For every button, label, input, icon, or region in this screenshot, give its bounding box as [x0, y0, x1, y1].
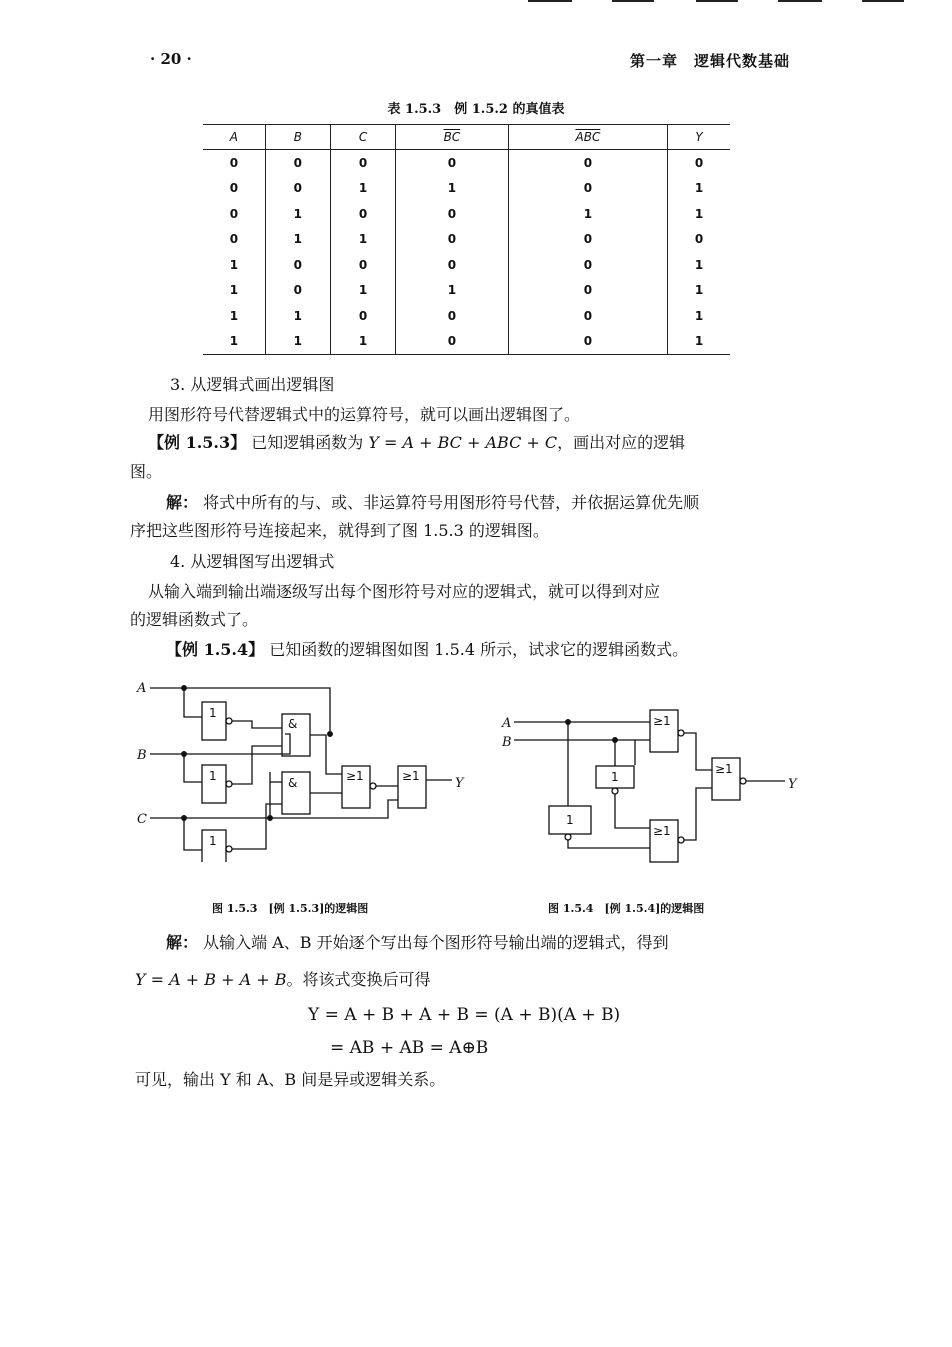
input-label-b: B [137, 748, 147, 763]
junction-dot [566, 720, 571, 725]
example-label: 【例 1.5.3】 [148, 433, 247, 452]
col-header-y: Y [668, 125, 730, 150]
solution-154-line1 [166, 933, 669, 953]
wire [184, 688, 202, 717]
junction-dot [328, 732, 333, 737]
inverter-bubble [226, 781, 232, 787]
table-cell: 1 [668, 303, 730, 329]
output-label-y: Y [788, 777, 797, 792]
section4-line2: 的逻辑函数式了。 [130, 610, 259, 629]
input-label-c: C [137, 812, 147, 827]
table-cell: 0 [265, 150, 330, 176]
table-row [203, 201, 730, 227]
section3-text: 用图形符号代替逻辑式中的运算符号，就可以画出逻辑图了。 [148, 405, 581, 424]
col-header-b: B [265, 125, 330, 150]
logic-diagram-153 [130, 672, 475, 862]
wire [150, 688, 330, 734]
gate-label-not: 1 [209, 706, 217, 720]
solution-formula: Y = A + B + A + B [135, 970, 287, 989]
wire [150, 734, 290, 754]
table-cell: 0 [508, 278, 668, 304]
equation-1: Y = A + B + A + B = (A + B)(A + B) [308, 1005, 621, 1025]
gate-label-or: ≥1 [715, 762, 733, 776]
table-cell: 0 [508, 329, 668, 355]
table-cell: 1 [229, 308, 239, 323]
example-formula: Y = A + BC + ABC + C [368, 433, 558, 452]
table-cell: 0 [330, 303, 395, 329]
table-cell: 0 [508, 227, 668, 253]
table-row [203, 329, 730, 355]
table-cell: 0 [265, 278, 330, 304]
top-rule [528, 0, 572, 2]
table-cell: 0 [396, 329, 509, 355]
table-cell: 1 [668, 201, 730, 227]
table-cell: 1 [668, 252, 730, 278]
gate-label-not: 1 [611, 770, 619, 784]
top-rule [778, 0, 822, 2]
col-header-not-bc: $\overline{BC}$ [396, 125, 509, 150]
table-cell: 1 [396, 278, 509, 304]
wire [684, 733, 712, 770]
table-cell: 1 [265, 201, 330, 227]
gate-label-and: & [288, 776, 298, 790]
solution-154-line2 [135, 970, 431, 990]
table-body [203, 150, 730, 355]
table-row [203, 227, 730, 253]
table-cell: 1 [668, 278, 730, 304]
input-label-b: B [502, 735, 512, 750]
gate-label-not: 1 [209, 834, 217, 848]
table-header-row [203, 125, 730, 150]
solution-text: 。将该式变换后可得 [286, 970, 431, 989]
table-row [203, 176, 730, 202]
figure-caption-153: 图 1.5.3 [例 1.5.3]的逻辑图 [212, 902, 369, 915]
table-row [203, 150, 730, 176]
top-rule [612, 0, 654, 2]
example-154 [166, 640, 688, 660]
inverter-bubble [226, 718, 232, 724]
example-text: 已知函数的逻辑图如图 1.5.4 所示，试求它的逻辑函数式。 [269, 640, 689, 659]
solution-label: 解： [166, 933, 199, 952]
table-row [203, 278, 730, 304]
col-header-c: C [330, 125, 395, 150]
table-cell: 1 [330, 329, 395, 355]
section4-line1: 从输入端到输出端逐级写出每个图形符号对应的逻辑式，就可以得到对应 [148, 582, 661, 601]
wire [232, 721, 282, 728]
junction-dot [268, 816, 273, 821]
example-label: 【例 1.5.4】 [166, 640, 265, 659]
gate-label-or: ≥1 [653, 714, 671, 728]
table-cell: 0 [396, 303, 509, 329]
gate-label-not: 1 [209, 769, 217, 783]
solution-text: 从输入端 A、B 开始逐个写出每个图形符号输出端的逻辑式，得到 [203, 933, 669, 952]
table-cell: 1 [265, 329, 330, 355]
table-cell: 1 [508, 201, 668, 227]
wire [184, 818, 202, 850]
col-header-abc [508, 125, 668, 150]
example-153 [148, 433, 685, 453]
top-rule [862, 0, 904, 2]
inverter-bubble [612, 788, 618, 794]
wire [615, 794, 650, 828]
inverter-bubble [370, 783, 376, 789]
table-cell: 0 [396, 150, 509, 176]
gate-label-or: ≥1 [346, 769, 364, 783]
table-cell: 0 [396, 227, 509, 253]
figure-caption-154: 图 1.5.4 [例 1.5.4]的逻辑图 [548, 902, 705, 915]
table-cell: 0 [330, 252, 395, 278]
example-text: 已知逻辑函数为 [251, 433, 364, 452]
table-cell: 1 [229, 257, 239, 272]
output-label-y: Y [455, 776, 464, 791]
logic-diagram-154 [500, 700, 812, 865]
junction-dot [182, 686, 187, 691]
section-heading-4: 4. 从逻辑图写出逻辑式 [170, 552, 335, 571]
wire [310, 735, 342, 774]
table-cell: 1 [668, 329, 730, 355]
wire [232, 804, 282, 849]
table-cell: 1 [396, 176, 509, 202]
table-cell: 0 [265, 252, 330, 278]
page-number: · 20 · [150, 50, 192, 68]
solution-153-line2: 序把这些图形符号连接起来，就得到了图 1.5.3 的逻辑图。 [130, 521, 549, 540]
section-heading-3: 3. 从逻辑式画出逻辑图 [170, 375, 335, 394]
table-cell: 1 [265, 227, 330, 253]
wire [684, 788, 712, 840]
truth-table [203, 124, 730, 355]
wire [568, 840, 650, 848]
table-cell: 0 [668, 227, 730, 253]
table-cell: 0 [330, 201, 395, 227]
table-cell: 0 [396, 201, 509, 227]
table-cell: 0 [508, 252, 668, 278]
table-cell: 0 [265, 176, 330, 202]
table-row [203, 252, 730, 278]
inverter-bubble [740, 778, 746, 784]
solution-153-line1 [166, 493, 699, 513]
conclusion: 可见，输出 Y 和 A、B 间是异或逻辑关系。 [135, 1070, 446, 1089]
wire [232, 746, 282, 784]
input-label-a: A [502, 716, 512, 731]
example-153-cont: 图。 [130, 462, 163, 481]
table-cell: 0 [508, 303, 668, 329]
example-text-end: ，画出对应的逻辑 [557, 433, 686, 452]
table-cell: 1 [330, 227, 395, 253]
col-header-abc-text: $\overline{ABC}$ [575, 130, 601, 144]
table-cell: 0 [508, 150, 668, 176]
wire [270, 800, 398, 818]
junction-dot [613, 738, 618, 743]
table-cell: 0 [229, 155, 239, 170]
table-caption: 表 1.5.3 例 1.5.2 的真值表 [387, 102, 565, 117]
chapter-title: 第一章 逻辑代数基础 [629, 52, 790, 70]
table-cell: 1 [229, 283, 239, 298]
junction-dot [182, 816, 187, 821]
table-row [203, 303, 730, 329]
table-cell: 0 [229, 232, 239, 247]
inverter-bubble [678, 837, 684, 843]
gate-label-or: ≥1 [402, 769, 420, 783]
wire [184, 754, 202, 782]
table-cell: 0 [229, 181, 239, 196]
table-cell: 0 [330, 150, 395, 176]
table-cell: 1 [668, 176, 730, 202]
table-cell: 1 [265, 303, 330, 329]
table-cell: 0 [668, 150, 730, 176]
gate-label-and: & [288, 717, 298, 731]
inverter-bubble [678, 730, 684, 736]
inverter-bubble [565, 834, 571, 840]
table-cell: 1 [203, 329, 265, 355]
table-cell: 1 [330, 176, 395, 202]
solution-label: 解： [166, 493, 199, 512]
table-cell: 1 [330, 278, 395, 304]
equation-2: = AB + AB = A⊕B [330, 1038, 489, 1058]
solution-text: 将式中所有的与、或、非运算符号用图形符号代替，并依据运算优先顺 [203, 493, 700, 512]
table-cell: 0 [396, 252, 509, 278]
top-rule [696, 0, 738, 2]
inverter-bubble [226, 846, 232, 852]
input-label-a: A [137, 681, 147, 696]
gate-label-not: 1 [566, 813, 574, 827]
table-cell: 0 [508, 176, 668, 202]
table-cell: 0 [229, 206, 239, 221]
col-header-a: A [203, 125, 265, 150]
junction-dot [182, 752, 187, 757]
gate-label-or: ≥1 [653, 824, 671, 838]
